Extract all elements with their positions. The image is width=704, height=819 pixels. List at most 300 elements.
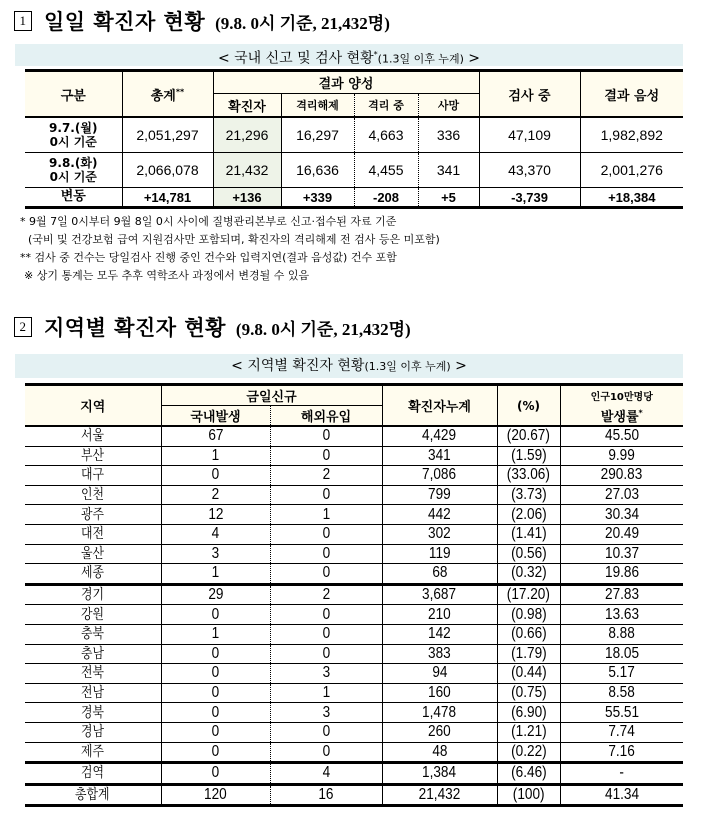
cell-region bbox=[25, 544, 161, 564]
cell-rate-text: 55.51 bbox=[604, 703, 639, 721]
cell-region bbox=[25, 505, 161, 525]
cell-imported bbox=[270, 683, 382, 703]
cell-percent-text: (0.66) bbox=[510, 625, 547, 643]
cell-rate bbox=[560, 624, 683, 644]
header-division: 구분 bbox=[25, 71, 122, 118]
cell-negative: 2,001,276 bbox=[580, 153, 683, 188]
cell-rate bbox=[560, 664, 683, 684]
row-date: 9.7.(월) bbox=[49, 121, 98, 135]
table-row bbox=[25, 426, 683, 446]
cell-cumulative-text: 1,478 bbox=[422, 703, 457, 721]
cell-cumulative bbox=[382, 466, 497, 486]
cell-domestic-text: 29 bbox=[207, 586, 224, 604]
cell-rate bbox=[560, 485, 683, 505]
cell-region bbox=[25, 703, 161, 723]
cell-region-text: 서울 bbox=[81, 428, 105, 445]
caption-small: (1.3일 이후 누계) bbox=[377, 52, 464, 66]
cell-imported-text: 0 bbox=[322, 625, 330, 643]
cell-cumulative bbox=[382, 703, 497, 723]
cell-released: 16,297 bbox=[281, 117, 354, 153]
table-row bbox=[25, 466, 683, 486]
cell-cumulative-text: 3,687 bbox=[422, 586, 457, 604]
cell-percent-text: (6.46) bbox=[510, 764, 547, 782]
table-row bbox=[25, 624, 683, 644]
cell-cumulative bbox=[382, 644, 497, 664]
header-rate-line1: 인구10만명당 bbox=[560, 385, 683, 406]
change-label: 변동 bbox=[25, 188, 122, 208]
cell-region-text: 대전 bbox=[81, 526, 105, 543]
cell-imported-text: 16 bbox=[318, 785, 334, 803]
cell-cumulative-text: 119 bbox=[428, 544, 451, 562]
cell-region-text: 대구 bbox=[81, 467, 105, 484]
cell-rate-text: 18.05 bbox=[604, 644, 639, 662]
cell-region bbox=[25, 644, 161, 664]
table-row bbox=[25, 153, 683, 188]
cell-region-text: 인천 bbox=[81, 487, 105, 504]
section1-heading: 일일 확진자 현황 bbox=[44, 10, 206, 34]
cell-percent-text: (1.79) bbox=[510, 644, 547, 662]
cell-region bbox=[25, 485, 161, 505]
cell-cumulative bbox=[382, 584, 497, 605]
cell-cumulative-text: 21,432 bbox=[418, 785, 461, 803]
header-deaths: 사망 bbox=[418, 94, 479, 118]
cell-rate bbox=[560, 644, 683, 664]
cell-cumulative bbox=[382, 505, 497, 525]
cell-rate-text: - bbox=[619, 764, 625, 782]
cell-domestic-text: 0 bbox=[211, 684, 220, 702]
cell-region bbox=[25, 664, 161, 684]
cell-released: 16,636 bbox=[281, 153, 354, 188]
row-label bbox=[25, 153, 122, 188]
cell-rate-text: 7.16 bbox=[608, 742, 635, 760]
cell-percent-text: (33.06) bbox=[506, 466, 551, 484]
cell-imported-text: 0 bbox=[322, 644, 330, 662]
table-row bbox=[25, 784, 683, 806]
cell-confirmed: 21,296 bbox=[213, 117, 281, 153]
cell-rate bbox=[560, 564, 683, 585]
cell-cumulative bbox=[382, 564, 497, 585]
cell-percent bbox=[497, 505, 560, 525]
header-new-group: 금일신규 bbox=[161, 385, 382, 406]
table-row bbox=[25, 505, 683, 525]
domestic-testing-table bbox=[25, 69, 683, 209]
section1-subtitle: (9.8. 0시 기준, 21,432명) bbox=[215, 13, 390, 33]
cell-cumulative-text: 260 bbox=[428, 723, 451, 741]
cell-domestic-text: 2 bbox=[211, 486, 220, 504]
cell-cumulative-text: 48 bbox=[431, 742, 448, 760]
cell-percent bbox=[497, 446, 560, 466]
cell-imported-text: 0 bbox=[322, 486, 330, 504]
cell-isolated: 4,455 bbox=[354, 153, 418, 188]
header-total bbox=[122, 71, 213, 118]
cell-rate-text: 30.34 bbox=[604, 505, 639, 523]
header-negative: 결과 음성 bbox=[580, 71, 683, 118]
cell-percent bbox=[497, 584, 560, 605]
header-total-label: 총계 bbox=[150, 88, 176, 104]
cell-rate-text: 27.03 bbox=[604, 486, 639, 504]
cell-imported bbox=[270, 505, 382, 525]
cell-percent bbox=[497, 544, 560, 564]
cell-domestic bbox=[161, 683, 270, 703]
cell-region-text: 경기 bbox=[81, 587, 105, 604]
cell-cumulative bbox=[382, 722, 497, 742]
caption-star: * bbox=[373, 50, 378, 59]
change-deaths: +5 bbox=[418, 188, 479, 208]
change-testing: -3,739 bbox=[479, 188, 580, 208]
section-number-box: 1 bbox=[14, 11, 32, 31]
cell-domestic-text: 1 bbox=[211, 625, 220, 643]
cell-domestic bbox=[161, 466, 270, 486]
cell-imported bbox=[270, 644, 382, 664]
caption-end: > bbox=[450, 358, 467, 374]
cell-cumulative-text: 210 bbox=[428, 605, 451, 623]
table1-caption bbox=[15, 44, 683, 66]
cell-imported bbox=[270, 584, 382, 605]
cell-rate-text: 27.83 bbox=[604, 586, 639, 604]
cell-region-text: 부산 bbox=[81, 447, 105, 464]
cell-domestic-text: 0 bbox=[211, 466, 220, 484]
cell-region-text: 전남 bbox=[81, 685, 105, 702]
cell-cumulative bbox=[382, 544, 497, 564]
section-number-box: 2 bbox=[14, 317, 32, 337]
section2-title bbox=[14, 312, 411, 342]
cell-region bbox=[25, 742, 161, 763]
cell-cumulative-text: 1,384 bbox=[422, 764, 457, 782]
regional-cases-table bbox=[25, 383, 683, 807]
cell-rate bbox=[560, 524, 683, 544]
table-row bbox=[25, 664, 683, 684]
cell-rate bbox=[560, 722, 683, 742]
row-basis: 0시 기준 bbox=[49, 135, 97, 149]
cell-domestic-text: 0 bbox=[211, 742, 220, 760]
cell-domestic bbox=[161, 784, 270, 806]
cell-cumulative bbox=[382, 683, 497, 703]
cell-percent-text: (0.22) bbox=[510, 742, 547, 760]
cell-domestic-text: 0 bbox=[211, 723, 220, 741]
cell-imported-text: 0 bbox=[322, 427, 330, 445]
table-row bbox=[25, 584, 683, 605]
cell-domestic bbox=[161, 446, 270, 466]
cell-region bbox=[25, 683, 161, 703]
cell-percent bbox=[497, 664, 560, 684]
cell-imported bbox=[270, 664, 382, 684]
cell-percent-text: (6.90) bbox=[510, 703, 547, 721]
cell-imported-text: 0 bbox=[322, 723, 330, 741]
cell-rate-text: 41.34 bbox=[604, 785, 639, 803]
cell-cumulative-text: 341 bbox=[428, 446, 451, 464]
footnote: * 9월 7일 0시부터 9월 8일 0시 사이에 질병관리본부로 신고·접수된 자료 기준 bbox=[20, 215, 397, 228]
cell-region bbox=[25, 466, 161, 486]
cell-rate-text: 45.50 bbox=[604, 427, 639, 445]
cell-percent bbox=[497, 722, 560, 742]
cell-imported bbox=[270, 524, 382, 544]
cell-region-text: 세종 bbox=[81, 565, 105, 582]
cell-region-text: 충남 bbox=[81, 645, 105, 662]
cell-cumulative bbox=[382, 742, 497, 763]
cell-region-text: 경북 bbox=[81, 704, 105, 721]
cell-total: 2,066,078 bbox=[122, 153, 213, 188]
cell-rate bbox=[560, 446, 683, 466]
cell-percent bbox=[497, 485, 560, 505]
cell-domestic-text: 3 bbox=[211, 544, 220, 562]
cell-domestic bbox=[161, 505, 270, 525]
cell-domestic-text: 0 bbox=[211, 664, 220, 682]
table-row bbox=[25, 446, 683, 466]
header-domestic: 국내발생 bbox=[161, 406, 270, 427]
cell-percent-text: (0.32) bbox=[510, 564, 547, 582]
cell-testing: 43,370 bbox=[479, 153, 580, 188]
cell-imported bbox=[270, 763, 382, 785]
cell-percent-text: (100) bbox=[512, 785, 545, 803]
cell-rate bbox=[560, 544, 683, 564]
cell-imported-text: 2 bbox=[322, 586, 330, 604]
cell-region bbox=[25, 564, 161, 585]
header-cumulative: 확진자누계 bbox=[382, 385, 497, 427]
table-row bbox=[25, 485, 683, 505]
cell-imported-text: 2 bbox=[322, 466, 330, 484]
cell-rate-text: 20.49 bbox=[604, 525, 639, 543]
cell-imported bbox=[270, 784, 382, 806]
cell-domestic-text: 12 bbox=[207, 505, 224, 523]
section2-heading: 지역별 확진자 현황 bbox=[44, 316, 226, 340]
table-row bbox=[25, 763, 683, 785]
cell-domestic bbox=[161, 742, 270, 763]
cell-percent bbox=[497, 605, 560, 625]
footnote: (국비 및 건강보험 급여 지원검사만 포함되며, 확진자의 격리해제 전 검사 등은 미포함) bbox=[28, 233, 440, 246]
cell-imported bbox=[270, 624, 382, 644]
cell-region-text: 전북 bbox=[81, 665, 105, 682]
cell-domestic-text: 67 bbox=[207, 427, 224, 445]
header-released: 격리해제 bbox=[281, 94, 354, 118]
cell-percent-text: (1.21) bbox=[510, 723, 547, 741]
cell-region-text: 총합계 bbox=[75, 786, 110, 803]
header-region: 지역 bbox=[25, 385, 161, 427]
row-basis: 0시 기준 bbox=[49, 170, 97, 184]
change-negative: +18,384 bbox=[608, 189, 656, 205]
header-imported: 해외유입 bbox=[270, 406, 382, 427]
table-row bbox=[25, 544, 683, 564]
cell-rate bbox=[560, 742, 683, 763]
cell-region bbox=[25, 624, 161, 644]
cell-cumulative-text: 7,086 bbox=[422, 466, 457, 484]
cell-region-text: 경남 bbox=[81, 724, 105, 741]
table-row bbox=[25, 117, 683, 153]
header-total-star: ** bbox=[175, 87, 185, 97]
section1-title bbox=[14, 6, 390, 36]
cell-cumulative-text: 68 bbox=[431, 564, 448, 582]
cell-percent bbox=[497, 703, 560, 723]
cell-cumulative bbox=[382, 624, 497, 644]
cell-percent bbox=[497, 763, 560, 785]
cell-cumulative bbox=[382, 426, 497, 446]
cell-domestic bbox=[161, 664, 270, 684]
cell-total: 2,051,297 bbox=[122, 117, 213, 153]
cell-percent-text: (0.44) bbox=[510, 664, 547, 682]
cell-region-text: 충북 bbox=[81, 626, 105, 643]
cell-testing: 47,109 bbox=[479, 117, 580, 153]
cell-percent bbox=[497, 624, 560, 644]
header-confirmed: 확진자 bbox=[213, 94, 281, 118]
cell-deaths: 341 bbox=[418, 153, 479, 188]
cell-region bbox=[25, 784, 161, 806]
cell-region bbox=[25, 524, 161, 544]
cell-percent-text: (1.59) bbox=[510, 446, 547, 464]
cell-imported bbox=[270, 485, 382, 505]
cell-negative: 1,982,892 bbox=[580, 117, 683, 153]
cell-rate-text: 10.37 bbox=[604, 544, 639, 562]
cell-rate-text: 290.83 bbox=[600, 466, 643, 484]
cell-cumulative-text: 383 bbox=[428, 644, 451, 662]
footnote: ** 검사 중 건수는 당일검사 진행 중인 건수와 입력지연(결과 음성값) 건수 포함 bbox=[20, 251, 397, 264]
caption-main: < 국내 신고 및 검사 현황 bbox=[217, 50, 374, 67]
cell-rate bbox=[560, 763, 683, 785]
cell-imported bbox=[270, 742, 382, 763]
cell-domestic bbox=[161, 564, 270, 585]
cell-imported bbox=[270, 426, 382, 446]
cell-region bbox=[25, 426, 161, 446]
cell-percent bbox=[497, 466, 560, 486]
footnote: ※ 상기 통계는 모두 추후 역학조사 과정에서 변경될 수 있음 bbox=[24, 269, 310, 282]
cell-imported bbox=[270, 605, 382, 625]
cell-cumulative-text: 4,429 bbox=[422, 427, 457, 445]
cell-cumulative-text: 142 bbox=[428, 625, 451, 643]
caption-end: > bbox=[463, 50, 481, 67]
change-row bbox=[25, 188, 683, 208]
cell-domestic bbox=[161, 584, 270, 605]
cell-region bbox=[25, 722, 161, 742]
cell-percent-text: (3.73) bbox=[510, 486, 547, 504]
row-label bbox=[25, 117, 122, 153]
caption-small: (1.3일 이후 누계) bbox=[364, 360, 451, 373]
header-testing: 검사 중 bbox=[479, 71, 580, 118]
cell-imported bbox=[270, 544, 382, 564]
cell-region-text: 광주 bbox=[81, 506, 105, 523]
cell-domestic bbox=[161, 644, 270, 664]
cell-rate bbox=[560, 784, 683, 806]
cell-imported-text: 1 bbox=[322, 505, 330, 523]
cell-percent-text: (1.41) bbox=[510, 525, 547, 543]
change-confirmed: +136 bbox=[213, 188, 281, 208]
cell-cumulative bbox=[382, 524, 497, 544]
cell-deaths: 336 bbox=[418, 117, 479, 153]
row-date: 9.8.(화) bbox=[49, 156, 98, 170]
cell-cumulative-text: 94 bbox=[431, 664, 448, 682]
cell-percent-text: (17.20) bbox=[506, 586, 551, 604]
cell-rate-text: 19.86 bbox=[604, 564, 639, 582]
change-released: +339 bbox=[281, 188, 354, 208]
cell-rate-text: 5.17 bbox=[608, 664, 635, 682]
cell-imported-text: 3 bbox=[322, 664, 330, 682]
cell-imported-text: 1 bbox=[322, 684, 330, 702]
cell-domestic bbox=[161, 524, 270, 544]
cell-domestic-text: 0 bbox=[211, 703, 220, 721]
cell-cumulative bbox=[382, 485, 497, 505]
cell-domestic bbox=[161, 722, 270, 742]
cell-cumulative-text: 160 bbox=[428, 684, 451, 702]
cell-confirmed: 21,432 bbox=[213, 153, 281, 188]
table-row bbox=[25, 644, 683, 664]
cell-domestic bbox=[161, 485, 270, 505]
cell-region bbox=[25, 584, 161, 605]
cell-imported-text: 0 bbox=[322, 564, 330, 582]
cell-imported bbox=[270, 703, 382, 723]
cell-percent bbox=[497, 524, 560, 544]
cell-domestic-text: 4 bbox=[211, 525, 220, 543]
header-rate-star: * bbox=[638, 408, 643, 418]
cell-region bbox=[25, 763, 161, 785]
cell-rate-text: 7.74 bbox=[608, 723, 635, 741]
table-row bbox=[25, 524, 683, 544]
table-row bbox=[25, 605, 683, 625]
cell-domestic-text: 120 bbox=[204, 785, 227, 803]
section2-subtitle: (9.8. 0시 기준, 21,432명) bbox=[235, 319, 411, 339]
cell-imported-text: 0 bbox=[322, 605, 330, 623]
table-row bbox=[25, 742, 683, 763]
cell-rate bbox=[560, 703, 683, 723]
cell-rate bbox=[560, 426, 683, 446]
cell-cumulative-text: 799 bbox=[428, 486, 451, 504]
cell-cumulative bbox=[382, 446, 497, 466]
cell-imported-text: 0 bbox=[322, 446, 330, 464]
cell-cumulative bbox=[382, 784, 497, 806]
cell-domestic-text: 1 bbox=[211, 564, 220, 582]
cell-imported-text: 4 bbox=[322, 764, 330, 782]
header-positive-group: 결과 양성 bbox=[213, 71, 479, 94]
cell-rate-text: 8.88 bbox=[608, 625, 635, 643]
table-row bbox=[25, 683, 683, 703]
cell-rate-text: 9.99 bbox=[608, 446, 635, 464]
cell-rate bbox=[560, 605, 683, 625]
cell-domestic-text: 0 bbox=[211, 644, 220, 662]
cell-percent bbox=[497, 742, 560, 763]
cell-percent-text: (0.56) bbox=[510, 544, 547, 562]
table-row bbox=[25, 722, 683, 742]
caption-main: < 지역별 확진자 현황 bbox=[231, 358, 365, 374]
cell-rate bbox=[560, 584, 683, 605]
cell-percent-text: (20.67) bbox=[506, 427, 551, 445]
header-rate-label: 발생률 bbox=[600, 409, 639, 425]
header-percent: (%) bbox=[497, 385, 560, 427]
cell-rate-text: 13.63 bbox=[604, 605, 639, 623]
cell-rate bbox=[560, 683, 683, 703]
cell-cumulative bbox=[382, 605, 497, 625]
cell-rate bbox=[560, 466, 683, 486]
cell-imported bbox=[270, 722, 382, 742]
cell-region-text: 울산 bbox=[81, 545, 105, 562]
cell-isolated: 4,663 bbox=[354, 117, 418, 153]
cell-percent bbox=[497, 683, 560, 703]
cell-rate-text: 8.58 bbox=[608, 684, 635, 702]
cell-cumulative bbox=[382, 664, 497, 684]
cell-percent bbox=[497, 784, 560, 806]
cell-imported-text: 0 bbox=[322, 742, 330, 760]
cell-region bbox=[25, 446, 161, 466]
cell-domestic-text: 0 bbox=[211, 605, 220, 623]
header-rate-line2 bbox=[560, 406, 683, 427]
cell-cumulative bbox=[382, 763, 497, 785]
cell-imported-text: 0 bbox=[322, 525, 330, 543]
cell-percent bbox=[497, 564, 560, 585]
cell-domestic bbox=[161, 544, 270, 564]
cell-percent-text: (2.06) bbox=[510, 505, 547, 523]
cell-region-text: 강원 bbox=[81, 606, 105, 623]
cell-domestic-text: 0 bbox=[211, 764, 220, 782]
cell-cumulative-text: 302 bbox=[428, 525, 451, 543]
cell-cumulative-text: 442 bbox=[428, 505, 451, 523]
change-isolated: -208 bbox=[354, 188, 418, 208]
footnotes bbox=[20, 213, 440, 285]
table2-caption bbox=[15, 354, 683, 378]
